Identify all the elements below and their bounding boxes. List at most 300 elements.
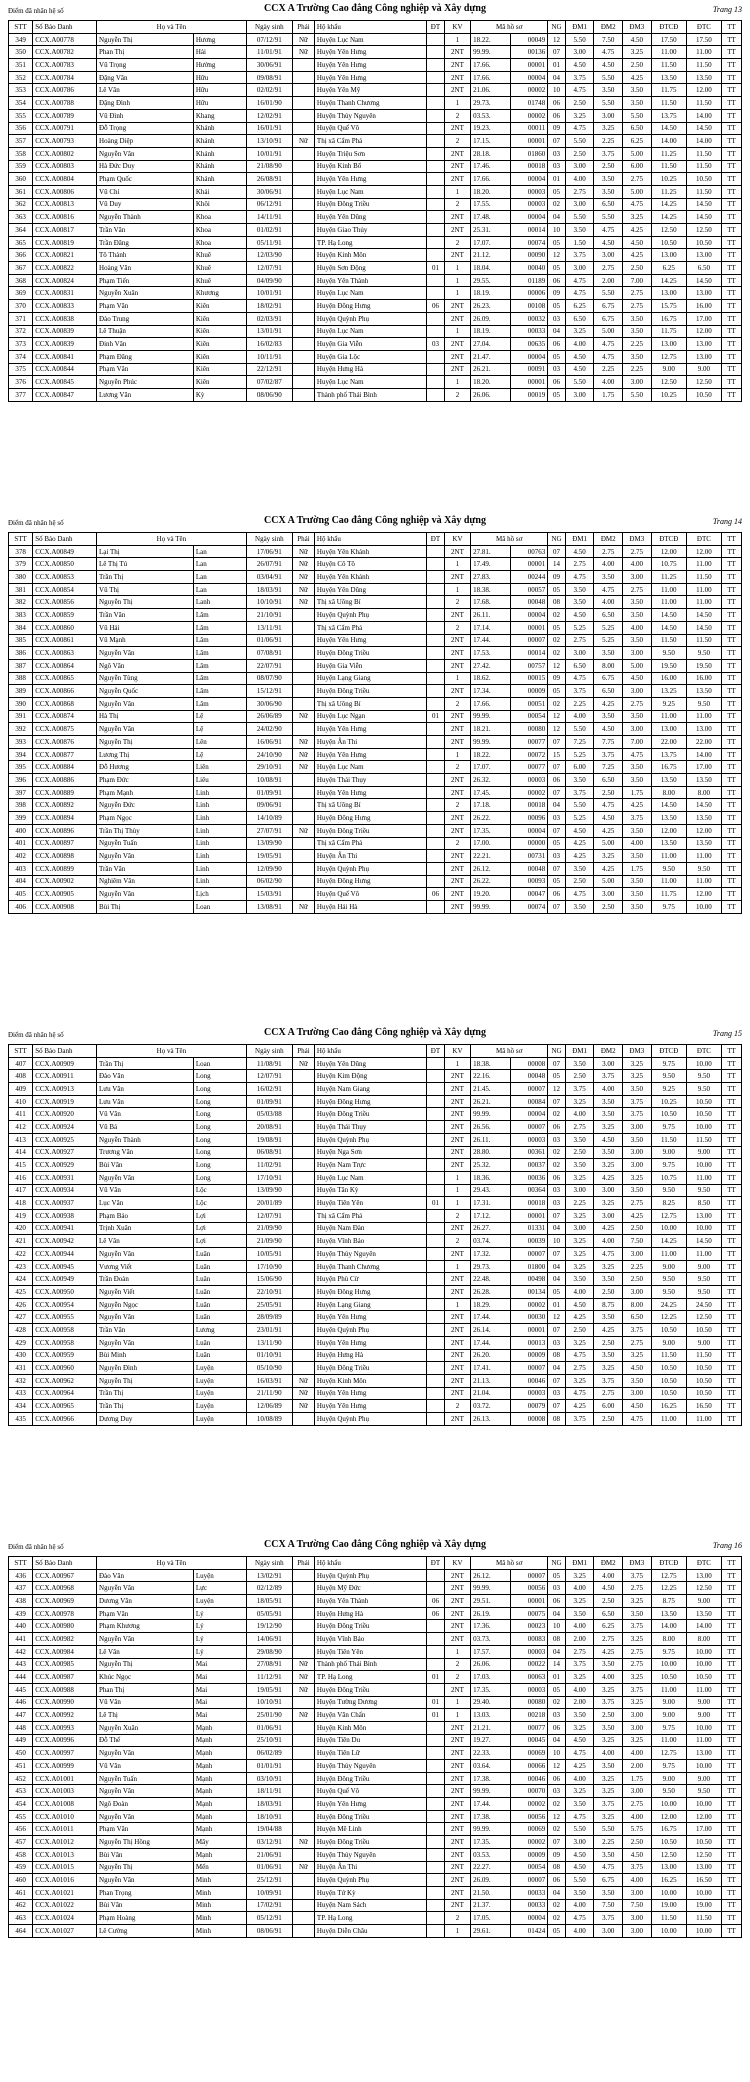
table-row [9, 1607, 742, 1620]
table-cell: TT [722, 1823, 742, 1836]
table-cell: 410 [9, 1095, 33, 1108]
table-cell: 9.00 [686, 1146, 721, 1159]
table-cell: 13.00 [651, 338, 686, 351]
table-cell: Khúc Ngọc [97, 1671, 194, 1684]
table-cell: 14.50 [686, 799, 721, 812]
table-cell: 00066 [510, 1760, 547, 1773]
table-cell: Bùi Minh [97, 1349, 194, 1362]
table-cell [427, 571, 445, 584]
table-cell: 3.50 [565, 224, 594, 237]
table-cell: Vũ Trọng [97, 59, 194, 72]
table-cell: 03 [548, 1133, 566, 1146]
table-cell: TT [722, 621, 742, 634]
table-cell: 6.25 [651, 262, 686, 275]
table-cell: TT [722, 1912, 742, 1925]
table-row [9, 1286, 742, 1299]
table-row [9, 236, 742, 249]
table-cell: 00056 [510, 1810, 547, 1823]
table-cell: 13/02/91 [246, 1569, 292, 1582]
table-cell: 26.06. [471, 1658, 511, 1671]
table-cell: 2NT [444, 1595, 470, 1608]
table-cell [292, 812, 314, 825]
table-cell: Huyện Lục Nam [314, 325, 426, 338]
table-cell: Khoa [193, 224, 246, 237]
table-cell: 20/01/89 [246, 1197, 292, 1210]
table-cell: 4.00 [594, 596, 623, 609]
table-cell: CCX.A00786 [33, 84, 97, 97]
table-cell: TT [722, 761, 742, 774]
column-header: Họ và Tên [97, 1045, 247, 1058]
table-cell: 13.00 [651, 1861, 686, 1874]
table-cell [292, 1912, 314, 1925]
table-cell: TT [722, 1197, 742, 1210]
table-cell: CCX.A00841 [33, 350, 97, 363]
table-cell: Phạm Bảo [97, 1209, 194, 1222]
table-cell [427, 609, 445, 622]
table-cell: 06 [548, 774, 566, 787]
table-cell: Luân [193, 1273, 246, 1286]
table-cell: 08/06/90 [246, 388, 292, 401]
table-cell: Đỗ Thế [97, 1734, 194, 1747]
table-cell: 3.25 [594, 1810, 623, 1823]
table-cell: 21.06. [471, 84, 511, 97]
table-cell: 2NT [444, 774, 470, 787]
table-cell: 02 [548, 634, 566, 647]
table-cell: 9.75 [651, 900, 686, 913]
table-cell: 99.99. [471, 1823, 511, 1836]
table-cell [427, 1886, 445, 1899]
table-cell: 5.00 [594, 875, 623, 888]
table-cell: 21.04. [471, 1387, 511, 1400]
table-cell: Trần Thị [97, 1057, 194, 1070]
table-cell: 9.50 [686, 862, 721, 875]
table-cell: 01 [427, 1709, 445, 1722]
table-cell: CCX.A00876 [33, 736, 97, 749]
table-cell: 10.50 [651, 1108, 686, 1121]
table-cell: CCX.A00789 [33, 109, 97, 122]
table-cell: TT [722, 274, 742, 287]
table-cell: 3.00 [623, 1248, 652, 1261]
table-cell: CCX.A00845 [33, 376, 97, 389]
table-cell: 00003 [510, 1387, 547, 1400]
table-cell [292, 1874, 314, 1887]
table-cell: 17.32. [471, 1248, 511, 1261]
table-cell: Nữ [292, 900, 314, 913]
table-row [9, 109, 742, 122]
table-cell: 16.75 [651, 1823, 686, 1836]
table-cell: Linh [193, 812, 246, 825]
table-cell: CCX.A00817 [33, 224, 97, 237]
table-cell: 2NT [444, 786, 470, 799]
table-cell: CCX.A00802 [33, 147, 97, 160]
table-cell: 3.50 [594, 1886, 623, 1899]
table-cell: 413 [9, 1133, 33, 1146]
table-cell: CCX.A00892 [33, 799, 97, 812]
table-cell: 4.75 [594, 338, 623, 351]
table-header-row [9, 1045, 742, 1058]
table-cell: Huyện Yên Khánh [314, 571, 426, 584]
table-cell: 10 [548, 84, 566, 97]
table-cell: TT [722, 862, 742, 875]
table-row [9, 545, 742, 558]
table-cell [427, 1222, 445, 1235]
table-cell: 01 [427, 1671, 445, 1684]
table-cell: 420 [9, 1222, 33, 1235]
table-cell: 3.75 [623, 812, 652, 825]
column-header: Hộ khẩu [314, 1045, 426, 1058]
table-cell: 11.00 [686, 46, 721, 59]
table-cell: 383 [9, 609, 33, 622]
table-cell: 2NT [444, 122, 470, 135]
table-cell: Linh [193, 837, 246, 850]
table-cell: Nguyễn Văn [97, 147, 194, 160]
table-cell: Nữ [292, 1861, 314, 1874]
table-cell [292, 1273, 314, 1286]
table-cell: 18.19. [471, 325, 511, 338]
table-cell [427, 647, 445, 660]
table-cell [427, 1785, 445, 1798]
table-cell: 426 [9, 1298, 33, 1311]
table-cell: Kiên [193, 363, 246, 376]
table-cell: 2NT [444, 1121, 470, 1134]
table-cell: 00004 [510, 350, 547, 363]
table-cell: 10.00 [686, 1886, 721, 1899]
table-cell: TT [722, 1696, 742, 1709]
table-cell: Nữ [292, 1658, 314, 1671]
table-cell: CCX.A00831 [33, 287, 97, 300]
table-cell: 3.50 [594, 1721, 623, 1734]
column-header: ĐM3 [623, 1557, 652, 1570]
table-cell: 2NT [444, 736, 470, 749]
table-cell: TT [722, 1349, 742, 1362]
table-cell: CCX.A00955 [33, 1311, 97, 1324]
table-cell: 30/06/91 [246, 185, 292, 198]
table-cell: 4.25 [565, 1400, 594, 1413]
table-cell [292, 1349, 314, 1362]
table-cell: 3.25 [565, 1235, 594, 1248]
table-cell: 5.50 [565, 799, 594, 812]
table-cell [292, 1772, 314, 1785]
table-row [9, 1785, 742, 1798]
table-cell [427, 748, 445, 761]
table-cell: CCX.A00856 [33, 596, 97, 609]
table-cell [292, 211, 314, 224]
table-cell: 09 [548, 122, 566, 135]
table-cell: Vũ Văn [97, 1108, 194, 1121]
table-cell: 13.00 [686, 249, 721, 262]
table-cell: Huyện Ân Thi [314, 1861, 426, 1874]
table-cell: 02 [548, 1912, 566, 1925]
table-cell: 17.00 [686, 761, 721, 774]
table-cell: 07 [548, 761, 566, 774]
table-cell: TT [722, 173, 742, 186]
table-cell: 13.00 [686, 1569, 721, 1582]
table-cell: 03 [548, 1387, 566, 1400]
table-cell: 00030 [510, 1311, 547, 1324]
table-cell: 18.20. [471, 185, 511, 198]
table-cell: 6.25 [594, 1620, 623, 1633]
table-cell: Huyện Nam Đàn [314, 1222, 426, 1235]
table-cell [427, 1159, 445, 1172]
table-cell: CCX.A00839 [33, 325, 97, 338]
table-cell: TT [722, 249, 742, 262]
table-cell: 10.00 [686, 1121, 721, 1134]
table-cell: 28.18. [471, 147, 511, 160]
table-row [9, 185, 742, 198]
table-cell: 4.75 [565, 122, 594, 135]
table-cell [292, 837, 314, 850]
table-cell: Long [193, 1121, 246, 1134]
table-cell [427, 147, 445, 160]
table-cell: 357 [9, 135, 33, 148]
table-cell: 3.50 [623, 1133, 652, 1146]
table-cell: 415 [9, 1159, 33, 1172]
table-cell: Long [193, 1070, 246, 1083]
table-cell: 2NT [444, 84, 470, 97]
table-cell: 15 [548, 748, 566, 761]
table-cell: 2NT [444, 1874, 470, 1887]
table-cell: Phan Trọng [97, 1886, 194, 1899]
table-cell: 2.50 [594, 1709, 623, 1722]
table-cell: 2NT [444, 71, 470, 84]
table-cell: CCX.A00978 [33, 1607, 97, 1620]
table-cell: 1 [444, 558, 470, 571]
table-cell: 17.50 [686, 33, 721, 46]
table-cell: TT [722, 1121, 742, 1134]
table-cell: 11.50 [651, 634, 686, 647]
table-cell: Huyện Lục Nam [314, 761, 426, 774]
table-cell: 00007 [510, 1248, 547, 1261]
table-cell: 3.00 [623, 1912, 652, 1925]
table-cell: Nguyễn Phúc [97, 376, 194, 389]
table-cell: 18/02/91 [246, 300, 292, 313]
table-cell: 13/09/90 [246, 1184, 292, 1197]
table-cell: 17.45. [471, 786, 511, 799]
table-cell: CCX.A01011 [33, 1823, 97, 1836]
table-cell: 00093 [510, 875, 547, 888]
table-cell: 443 [9, 1658, 33, 1671]
table-cell: 350 [9, 46, 33, 59]
table-cell: Huyện Nam Trực [314, 1159, 426, 1172]
table-cell: 4.50 [565, 350, 594, 363]
table-cell: Huyện Kinh Môn [314, 249, 426, 262]
table-cell: 4.75 [565, 888, 594, 901]
table-cell: 05 [548, 583, 566, 596]
table-cell: 441 [9, 1633, 33, 1646]
table-cell [427, 1057, 445, 1070]
table-row [9, 1159, 742, 1172]
table-cell: TT [722, 211, 742, 224]
table-cell [292, 1146, 314, 1159]
table-cell: 10/08/89 [246, 1412, 292, 1425]
table-cell: 03 [427, 338, 445, 351]
table-cell: TT [722, 1658, 742, 1671]
table-cell: 3.50 [594, 1108, 623, 1121]
table-cell [292, 1760, 314, 1773]
table-cell: 17.00 [686, 312, 721, 325]
table-cell: CCX.A01015 [33, 1861, 97, 1874]
table-cell: 11/08/91 [246, 1057, 292, 1070]
table-cell: 10/10/91 [246, 1696, 292, 1709]
table-cell: 3.75 [565, 786, 594, 799]
table-cell: 1 [444, 287, 470, 300]
table-cell: 17.68. [471, 596, 511, 609]
table-cell: 00001 [510, 621, 547, 634]
table-cell: TT [722, 1311, 742, 1324]
table-cell: 9.25 [651, 697, 686, 710]
table-cell: 17.03. [471, 1671, 511, 1684]
table-cell: 00003 [510, 1133, 547, 1146]
table-cell: 3.25 [565, 1209, 594, 1222]
table-cell: 3.75 [565, 1658, 594, 1671]
table-cell: 360 [9, 173, 33, 186]
table-cell: Huyện Yên Thành [314, 274, 426, 287]
table-cell: 07 [548, 824, 566, 837]
table-cell: Nữ [292, 33, 314, 46]
table-row [9, 1387, 742, 1400]
table-cell: TT [722, 1899, 742, 1912]
table-row [9, 1899, 742, 1912]
table-cell: 00006 [510, 287, 547, 300]
table-cell: 00002 [510, 786, 547, 799]
table-cell: TT [722, 1709, 742, 1722]
table-cell: 29/08/90 [246, 1645, 292, 1658]
table-cell: 26.21. [471, 1095, 511, 1108]
table-cell: 26.27. [471, 1222, 511, 1235]
table-row [9, 1848, 742, 1861]
table-cell: 9.75 [651, 1645, 686, 1658]
table-cell: 3.50 [623, 774, 652, 787]
table-cell: 2.75 [594, 1633, 623, 1646]
table-cell: Mai [193, 1709, 246, 1722]
table-cell: 3.00 [623, 1721, 652, 1734]
table-cell: 4.50 [623, 33, 652, 46]
table-cell: 00022 [510, 1658, 547, 1671]
table-cell: 5.50 [594, 211, 623, 224]
table-cell: 9.50 [651, 1184, 686, 1197]
table-cell [292, 1582, 314, 1595]
table-cell: 4.00 [565, 1620, 594, 1633]
table-cell [292, 647, 314, 660]
table-cell: 2NT [444, 350, 470, 363]
table-cell: CCX.A00949 [33, 1273, 97, 1286]
table-cell: TT [722, 325, 742, 338]
table-cell: TT [722, 774, 742, 787]
table-cell: 00079 [510, 1400, 547, 1413]
table-cell: TT [722, 1569, 742, 1582]
table-row [9, 583, 742, 596]
table-cell: Lâm [193, 697, 246, 710]
table-cell: 99.99. [471, 736, 511, 749]
table-cell: 99.99. [471, 710, 511, 723]
table-cell: 379 [9, 558, 33, 571]
table-cell: 13.00 [686, 1747, 721, 1760]
table-cell: Huyện Đông Triều [314, 1836, 426, 1849]
table-cell: 3.25 [565, 1785, 594, 1798]
table-cell: CCX.A00987 [33, 1671, 97, 1684]
table-cell: TT [722, 350, 742, 363]
table-cell: TT [722, 634, 742, 647]
column-header: Số Báo Danh [33, 1557, 97, 1570]
table-cell: 3.75 [623, 1620, 652, 1633]
table-cell: CCX.A00964 [33, 1387, 97, 1400]
table-cell: 2NT [444, 1620, 470, 1633]
table-cell: 12 [548, 1083, 566, 1096]
table-cell: 13.50 [651, 774, 686, 787]
table-cell: Đặng Đình [97, 97, 194, 110]
table-cell: 04 [548, 211, 566, 224]
table-cell: 00077 [510, 761, 547, 774]
column-header: ĐM2 [594, 533, 623, 546]
table-cell: 17.07. [471, 236, 511, 249]
table-cell: 10.75 [651, 558, 686, 571]
table-cell: 00080 [510, 1696, 547, 1709]
table-cell: 01 [427, 1696, 445, 1709]
table-cell: Lợi [193, 1222, 246, 1235]
table-cell: Loan [193, 900, 246, 913]
table-cell: 8.00 [686, 1633, 721, 1646]
table-cell [427, 109, 445, 122]
table-cell: 4.00 [594, 1235, 623, 1248]
table-cell: 2NT [444, 1311, 470, 1324]
table-cell: Trần Văn [97, 609, 194, 622]
table-cell: Lưu Văn [97, 1083, 194, 1096]
table-cell: 12.50 [686, 1848, 721, 1861]
table-cell: Lý [193, 1633, 246, 1646]
table-row [9, 786, 742, 799]
table-cell: 5.50 [594, 287, 623, 300]
table-cell: 10.00 [686, 1222, 721, 1235]
table-cell: Mai [193, 1696, 246, 1709]
table-cell: 16/01/91 [246, 122, 292, 135]
table-cell: 29.61. [471, 1924, 511, 1937]
table-cell: 14.25 [651, 198, 686, 211]
table-cell: 10.00 [651, 1222, 686, 1235]
table-cell: Nguyễn Thị [97, 1658, 194, 1671]
table-cell: 2NT [444, 1412, 470, 1425]
table-cell: 2.75 [623, 287, 652, 300]
table-cell: TT [722, 1582, 742, 1595]
table-cell: 4.75 [594, 350, 623, 363]
table-cell: Kiên [193, 338, 246, 351]
table-row [9, 1324, 742, 1337]
table-cell: Kiên [193, 376, 246, 389]
table-cell: 3.25 [565, 1671, 594, 1684]
table-row [9, 736, 742, 749]
table-cell: 9.00 [651, 1260, 686, 1273]
table-cell [427, 1336, 445, 1349]
table-cell: 2.75 [623, 583, 652, 596]
table-cell: Nguyễn Văn [97, 1874, 194, 1887]
table-cell: CCX.A00864 [33, 659, 97, 672]
table-row [9, 1734, 742, 1747]
page-section [0, 512, 750, 911]
table-cell: 4.50 [594, 1582, 623, 1595]
table-cell: 00009 [510, 685, 547, 698]
table-cell: 2.75 [623, 1658, 652, 1671]
table-cell: CCX.A01008 [33, 1798, 97, 1811]
table-cell: Nguyễn Viết [97, 1286, 194, 1299]
table-cell: 3.25 [623, 1057, 652, 1070]
table-cell: TT [722, 262, 742, 275]
table-cell: 08 [548, 596, 566, 609]
table-row [9, 1057, 742, 1070]
table-cell: 08/06/91 [246, 1924, 292, 1937]
table-cell: 17.44. [471, 634, 511, 647]
table-cell: 2NT [444, 545, 470, 558]
table-cell: 26.13. [471, 1412, 511, 1425]
table-cell: 11.50 [686, 1133, 721, 1146]
